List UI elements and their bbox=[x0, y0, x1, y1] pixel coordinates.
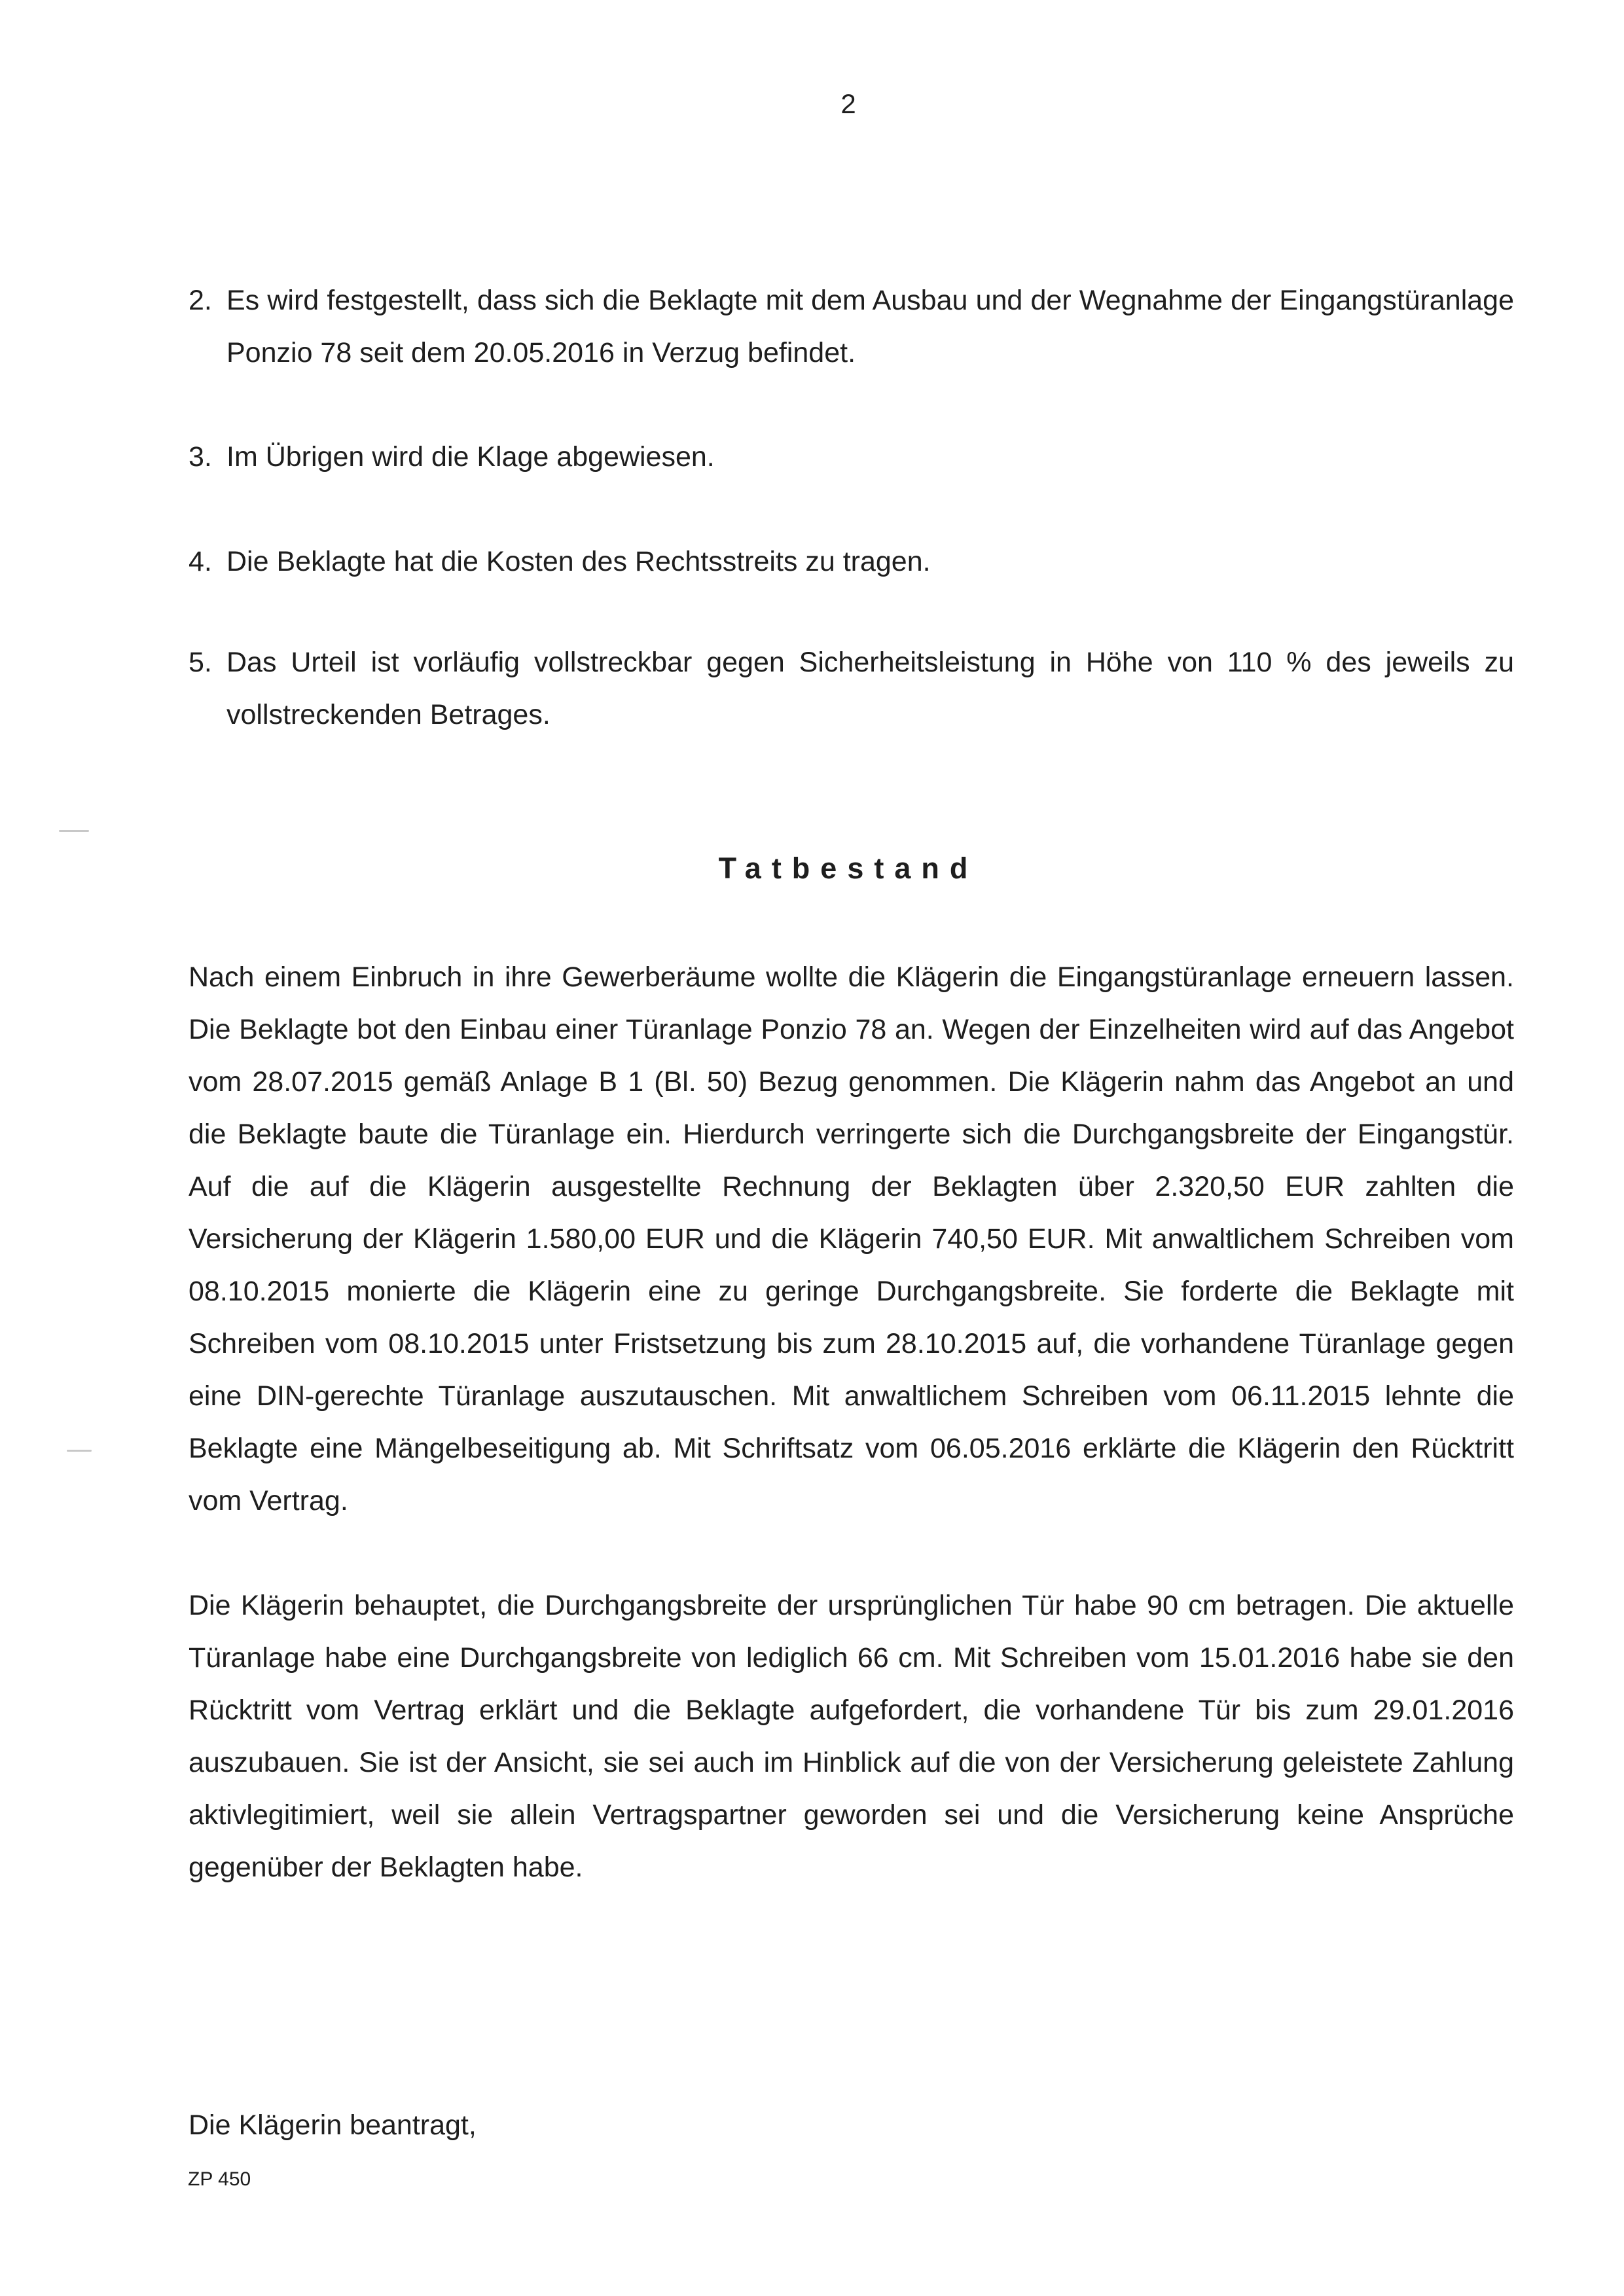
list-item bbox=[189, 636, 1514, 741]
list-item-number: 5. bbox=[189, 647, 212, 678]
list-item-number: 3. bbox=[189, 441, 212, 473]
list-item-text: Die Beklagte hat die Kosten des Rechtsstreits zu tragen. bbox=[226, 546, 931, 577]
list-item-text: Im Übrigen wird die Klage abgewiesen. bbox=[226, 441, 715, 473]
section-heading: Tatbestand bbox=[718, 852, 979, 885]
list-item-number: 4. bbox=[189, 546, 212, 577]
body-paragraph: Die Klägerin behauptet, die Durchgangsbreite der ursprünglichen Tür habe 90 cm betragen. Die aktuelle Türanlage habe eine Durchgangsbreite von lediglich 66 cm. Mit Schreiben vom 15.01.2016 habe sie den Rücktritt vom Vertrag erklärt und die Beklagte aufgefordert, die vorhandene Tür bis zum 29.01.2016 auszubauen. Sie ist der Ansicht, sie sei auch im Hinblick auf die von der Versicherung geleistete Zahlung aktivlegitimiert, weil sie allein Vertragspartner geworden sei und die Versicherung keine Ansprüche gegenüber der Beklagten habe. bbox=[189, 1590, 1514, 1883]
scan-mark bbox=[59, 830, 89, 832]
list-item-text: Es wird festgestellt, dass sich die Beklagte mit dem Ausbau und der Wegnahme der Eingangstüranlage Ponzio 78 seit dem 20.05.2016 in Verzug befindet. bbox=[226, 285, 1514, 368]
footer-form-code: ZP 450 bbox=[188, 2168, 251, 2190]
list-item bbox=[189, 431, 1514, 483]
scan-mark bbox=[67, 1450, 92, 1452]
list-item-number: 2. bbox=[189, 285, 212, 316]
body-paragraph: Nach einem Einbruch in ihre Gewerberäume wollte die Klägerin die Eingangstüranlage erneuern lassen. Die Beklagte bot den Einbau einer Türanlage Ponzio 78 an. Wegen der Einzelheiten wird auf das Angebot vom 28.07.2015 gemäß Anlage B 1 (Bl. 50) Bezug genommen. Die Klägerin nahm das Angebot an und die Beklagte baute die Türanlage ein. Hierdurch verringerte sich die Durchgangsbreite der Eingangstür. Auf die auf die Klägerin ausgestellte Rechnung der Beklagten über 2.320,50 EUR zahlten die Versicherung der Klägerin 1.580,00 EUR und die Klägerin 740,50 EUR. Mit anwaltlichem Schreiben vom 08.10.2015 monierte die Klägerin eine zu geringe Durchgangsbreite. Sie forderte die Beklagte mit Schreiben vom 08.10.2015 unter Fristsetzung bis zum 28.10.2015 auf, die vorhandene Türanlage gegen eine DIN-gerechte Türanlage auszutauschen. Mit anwaltlichem Schreiben vom 06.11.2015 lehnte die Beklagte eine Mängelbeseitigung ab. Mit Schriftsatz vom 06.05.2016 erklärte die Klägerin den Rücktritt vom Vertrag. bbox=[189, 961, 1514, 1516]
page-number: 2 bbox=[840, 88, 856, 119]
list-item bbox=[189, 274, 1514, 379]
list-item bbox=[189, 535, 1514, 588]
closing-line: Die Klägerin beantragt, bbox=[189, 2109, 477, 2141]
list-item-text: Das Urteil ist vorläufig vollstreckbar gegen Sicherheitsleistung in Höhe von 110 % des jeweils zu vollstreckenden Betrages. bbox=[226, 647, 1514, 730]
